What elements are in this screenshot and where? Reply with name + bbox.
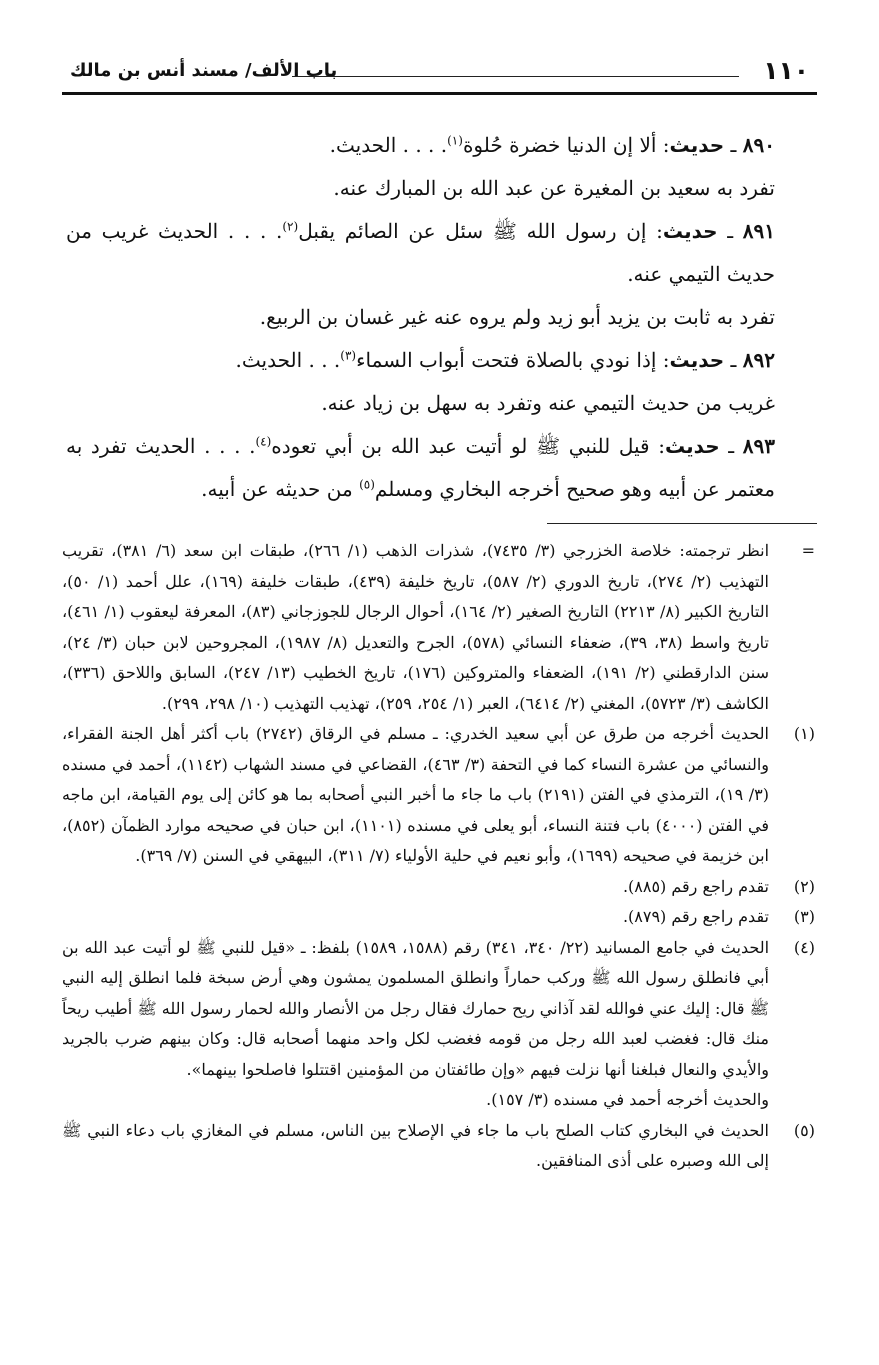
- footnote-3: [62, 902, 817, 933]
- footnote-marker: (٤): [793, 937, 815, 957]
- footnote-2: [62, 872, 817, 903]
- footnote-ref: (١): [447, 133, 463, 148]
- header-rule: [62, 92, 817, 95]
- entry-number: ٨٩٣: [742, 434, 775, 458]
- hadith-keyword: حديث: [662, 219, 718, 243]
- page-number: ١١٠: [763, 56, 809, 85]
- entry-number: ٨٩٠: [742, 133, 775, 157]
- entry-892: [66, 339, 813, 382]
- footnote-4: [62, 933, 817, 1116]
- footnote-text: الحديث أخرجه من طرق عن أبي سعيد الخدري: ـ مسلم في الرقاق (٢٧٤٢) باب أكثر أهل الجنة الفقراء، والنسائي من عشرة النساء كما في التحفة (٣/ ٤٦٣)، القضاعي في مسند الشهاب (١١٤٢)، أحمد في مسنده (٣/ ١٩)، الترمذي في الفتن (٢١٩١) باب ما جاء ما أخبر النبي أصحابه بما هو كائن إلى يوم القيامة، ابن ماجه في الفتن (٤٠٠٠) باب فتنة النساء، أبو يعلى في مسنده (١١٠١)، ابن حبان في صحيحه موارد الظمآن (٨٥٢)، ابن خزيمة في صحيحه (١٦٩٩)، وأبو نعيم في حلية الأولياء (٧/ ٣١١)، البيهقي في السنن (٧/ ٣٦٩).: [62, 724, 769, 865]
- footnote-text: انظر ترجمته: خلاصة الخزرجي (٣/ ٧٤٣٥)، شذرات الذهب (١/ ٢٦٦)، طبقات ابن سعد (٦/ ٣٨١)، تقريب التهذيب (٢/ ٢٧٤)، تاريخ الدوري (٢/ ٥٨٧)، تاريخ خليفة (٤٣٩)، طبقات خليفة (١٦٩)، علل أحمد (١/ ٥٠)، التاريخ الكبير (٨/ ٢٢١٣) التاريخ الصغير (٢/ ١٦٤)، أحوال الرجال للجوزجاني (٨٣)، المعرفة ليعقوب (١/ ٤٦١)، تاريخ واسط (٣٨، ٣٩)، ضعفاء النسائي (٥٧٨)، الجرح والتعديل (٨/ ١٩٨٧)، المجروحين لابن حبان (٣/ ٢٤)، سنن الدارقطني (٢/ ١٩١)، الضعفاء والمتروكين (١٧٦)، تاريخ الخطيب (١٣/ ٢٤٧)، السابق واللاحق (٣٣٦)، الكاشف (٣/ ٥٧٢٣)، المغني (٢/ ٦٤١٤)، العبر (١/ ٢٥٤، ٢٥٩)، تهذيب التهذيب (١٠/ ٢٩٨، ٢٩٩).: [62, 541, 770, 713]
- entry-dash: ـ: [724, 133, 743, 157]
- entry-tail: . . . الحديث.: [235, 348, 341, 372]
- entry-number: ٨٩١: [742, 219, 775, 243]
- entry-note: تفرد به سعيد بن المغيرة عن عبد الله بن المبارك عنه.: [333, 176, 775, 200]
- footnote-ref: (٥): [359, 477, 375, 492]
- footnote-ref: (٤): [255, 434, 272, 449]
- entry-text: : إن رسول الله ﷺ سئل عن الصائم يقبل: [298, 219, 663, 243]
- hadith-keyword: حديث: [664, 434, 720, 458]
- entry-890: [66, 124, 813, 167]
- footnote-text: تقدم راجع رقم (٨٧٩).: [622, 907, 769, 926]
- footnote-continued: [62, 536, 817, 719]
- footnote-ref: (٣): [340, 348, 357, 363]
- entry-text: : ألا إن الدنيا خضرة حُلوة: [462, 133, 670, 157]
- footnote-ref: (٢): [282, 219, 299, 234]
- entry-dash: ـ: [724, 348, 743, 372]
- header-dash-line: [292, 76, 739, 77]
- main-text: [66, 124, 813, 511]
- footnote-marker: (٢): [793, 876, 815, 896]
- entry-891: [66, 210, 813, 296]
- footnote-marker: (١): [793, 724, 815, 743]
- footnote-text: والحديث أخرجه أحمد في مسنده (٣/ ١٥٧).: [486, 1090, 769, 1109]
- entry-tail: . . . . الحديث غريب من حديث التيمي عنه.: [66, 219, 775, 286]
- entry-893: [66, 425, 813, 511]
- entry-dash: ـ: [717, 219, 743, 243]
- entry-tail: من حديثه عن أبيه.: [201, 477, 360, 501]
- footnote-separator: [547, 523, 817, 524]
- footnote-5: [62, 1116, 817, 1177]
- entry-dash: ـ: [719, 434, 743, 458]
- entry-note: تفرد به ثابت بن يزيد أبو زيد ولم يروه عنه غير غسان بن الربيع.: [259, 305, 775, 329]
- running-title: باب الألف/ مسند أنس بن مالك: [70, 60, 338, 81]
- footnote-text: الحديث في جامع المسانيد (٢٢/ ٣٤٠، ٣٤١) رقم (١٥٨٨، ١٥٨٩) بلفظ: ـ «قيل للنبي ﷺ لو أتيت عبد الله بن أبي فانطلق رسول الله ﷺ وركب حماراً وانطلق المسلمون يمشون وهي أرض سبخة فلما انطلق إليه النبي ﷺ قال: إليك عني فوالله لقد آذاني ريح حمارك فقال رجل من الأنصار والله لحمار رسول الله ﷺ أطيب ريحاً منك قال: فغضب لعبد الله رجل من قومه فغضب لكل واحد منهما أصحابه قال: وكان بينهم ضرب بالجريد والأيدي والنعال فبلغنا أنها نزلت فيهم «وإن طائفتان من المؤمنين اقتتلوا فاصلحوا بينهما».: [62, 937, 770, 1079]
- entry-text: : إذا نودي بالصلاة فتحت أبواب السماء: [356, 348, 670, 372]
- hadith-keyword: حديث: [669, 133, 725, 157]
- footnote-marker: =: [801, 541, 815, 560]
- hadith-keyword: حديث: [669, 348, 725, 372]
- page-header: [62, 52, 817, 94]
- entry-text: : قيل للنبي ﷺ لو أتيت عبد الله بن أبي تعوده: [271, 434, 665, 458]
- entry-tail: . . . . الحديث.: [329, 133, 448, 157]
- footnote-marker: (٣): [793, 907, 815, 926]
- entry-tail: . . . . الحديث تفرد به معتمر عن أبيه وهو صحيح أخرجه البخاري ومسلم: [66, 434, 775, 501]
- footnote-marker: (٥): [793, 1120, 815, 1140]
- footnote-1: [62, 719, 817, 872]
- entry-number: ٨٩٢: [742, 348, 775, 372]
- footnotes: [62, 536, 817, 1177]
- footnote-text: تقدم راجع رقم (٨٨٥).: [622, 876, 769, 896]
- footnote-text: الحديث في البخاري كتاب الصلح باب ما جاء في الإصلاح بين الناس، مسلم في المغازي باب دعاء النبي ﷺ إلى الله وصبره على أذى المنافقين.: [62, 1120, 769, 1170]
- entry-note: غريب من حديث التيمي عنه وتفرد به سهل بن زياد عنه.: [321, 391, 775, 415]
